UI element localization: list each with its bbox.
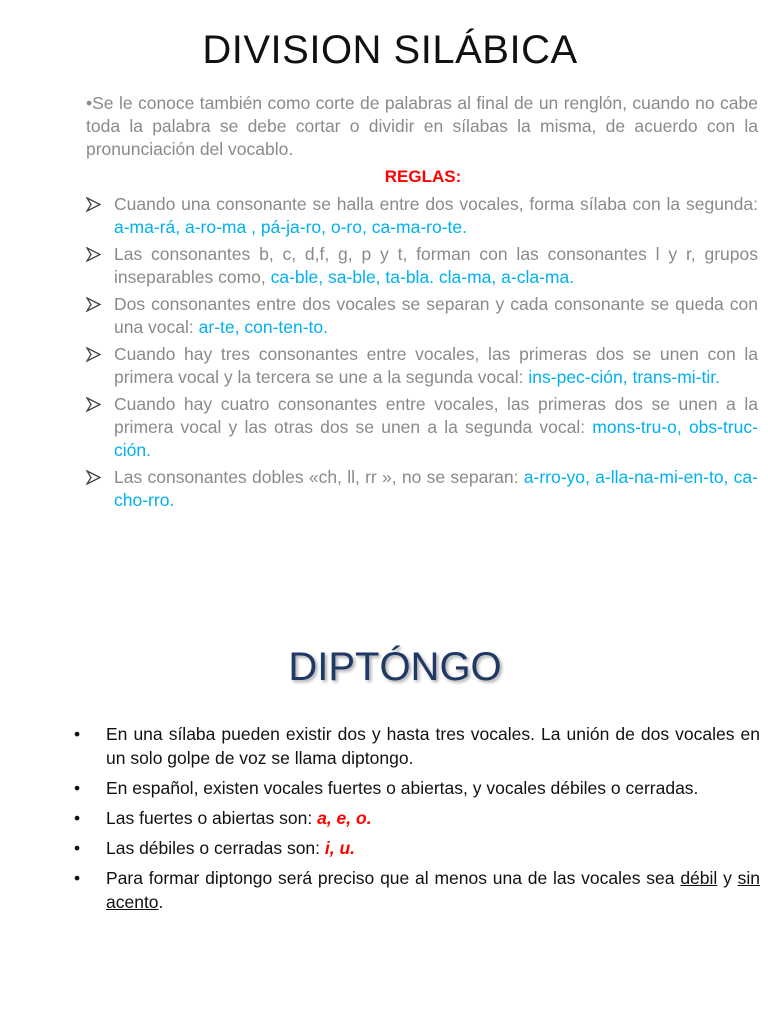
bullet-dot: •: [74, 724, 81, 744]
list-item: [72, 776, 760, 800]
rule-item: [86, 466, 758, 512]
strong-vowels: a, e, o.: [317, 808, 372, 828]
rule-item: [86, 343, 758, 389]
diptongo-bullet-list: [72, 722, 760, 920]
list-item: [72, 806, 760, 830]
intro-paragraph: •Se le conoce también como corte de palabras al final de un renglón, cuando no cabe toda la palabra se debe cortar o dividir en sílabas la misma, de acuerdo con la pronunciación del vocablo.: [86, 93, 758, 159]
rule-item: [86, 293, 758, 339]
page-title: DIVISION SILÁBICA: [202, 28, 578, 72]
bullet-dot: •: [74, 868, 81, 888]
bullet-dot: •: [74, 808, 81, 828]
rule-text: Cuando hay tres consonantes entre vocales, las primeras dos se unen con la primera vocal y la tercera se une a la segunda vocal:: [114, 344, 758, 387]
arrowhead-bullet-icon: [86, 297, 101, 312]
bullet-text: Las fuertes o abiertas son:: [106, 808, 318, 828]
bullet-text-connector: y: [717, 868, 738, 888]
rule-example: mons-tru-o, obs-truc-ción.: [114, 417, 758, 460]
bullet-text: Las débiles o cerradas son:: [106, 838, 325, 858]
list-item: [72, 866, 760, 914]
arrowhead-bullet-icon: [86, 347, 101, 362]
underlined-word-debil: débil: [680, 868, 718, 888]
bullet-text: Para formar diptongo será preciso que al menos una de las vocales sea: [106, 868, 681, 888]
rule-text: Dos consonantes entre dos vocales se separan y cada consonante se queda con una vocal:: [114, 294, 758, 337]
arrowhead-bullet-icon: [86, 197, 101, 212]
rule-example: ca-ble, sa-ble, ta-bla. cla-ma, a-cla-ma.: [270, 267, 575, 287]
bullet-dot: •: [74, 838, 81, 858]
rule-item: [86, 243, 758, 289]
bullet-text: En español, existen vocales fuertes o abiertas, y vocales débiles o cerradas.: [106, 778, 699, 798]
rule-item: [86, 393, 758, 462]
rule-example: ar-te, con-ten-to.: [198, 317, 329, 337]
bullet-text: En una sílaba pueden existir dos y hasta tres vocales. La unión de dos vocales en un solo golpe de voz se llama diptongo.: [106, 724, 760, 768]
rule-item: [86, 193, 758, 239]
rule-example: ins-pec-ción, trans-mi-tir.: [528, 367, 720, 387]
rule-text: Las consonantes dobles «ch, ll, rr », no se separan:: [114, 467, 524, 487]
bullet-dot: •: [74, 778, 81, 798]
rule-text: Cuando hay cuatro consonantes entre vocales, las primeras dos se unen a la primera vocal y las otras dos se unen a la segunda vocal:: [114, 394, 758, 437]
arrowhead-bullet-icon: [86, 470, 101, 485]
arrowhead-bullet-icon: [86, 247, 101, 262]
diptongo-title: DIPTÓNGO: [288, 645, 502, 689]
rule-example: a-ma-rá, a-ro-ma , pá-ja-ro, o-ro, ca-ma-ro-te.: [114, 217, 467, 237]
rule-text: Las consonantes b, c, d,f, g, p y t, forman con las consonantes l y r, grupos inseparables como,: [114, 244, 758, 287]
rules-heading: REGLAS:: [384, 167, 462, 186]
weak-vowels: i, u.: [324, 838, 356, 858]
list-item: [72, 722, 760, 770]
rule-text: Cuando una consonante se halla entre dos vocales, forma sílaba con la segunda:: [114, 194, 758, 214]
underlined-phrase-sin-acento: sin acento: [106, 868, 760, 912]
rule-example: a-rro-yo, a-lla-na-mi-en-to, ca-cho-rro.: [114, 467, 758, 510]
rules-list: [86, 193, 758, 516]
list-item: [72, 836, 760, 860]
bullet-text-end: .: [158, 892, 164, 912]
arrowhead-bullet-icon: [86, 397, 101, 412]
